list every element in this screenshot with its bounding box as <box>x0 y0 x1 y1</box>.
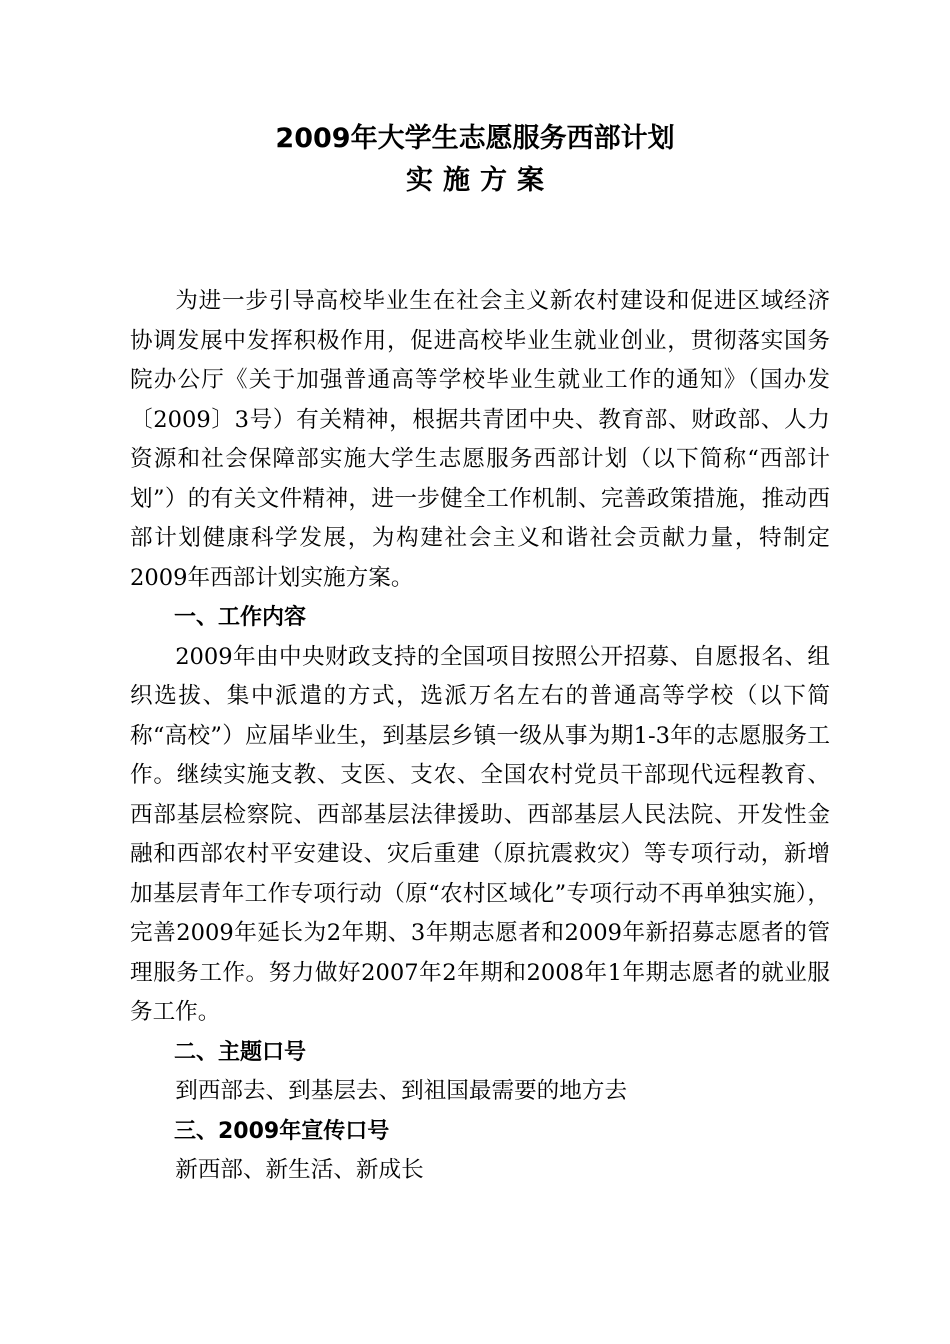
section-heading-publicity-slogan: 三、2009年宣传口号 <box>174 1118 390 1144</box>
publicity-slogan-text: 新西部、新生活、新成长 <box>175 1157 424 1183</box>
intro-paragraph: 为进一步引导高校毕业生在社会主义新农村建设和促进区域经济协调发展中发挥积极作用，促进高校毕业生就业创业，贯彻落实国务院办公厅《关于加强普通高等学校毕业生就业工作的通知》（国办发〔2009〕3号）有关精神，根据共青团中央、教育部、财政部、人力资源和社会保障部实施大学生志愿服务西部计划（以下简称“西部计划”）的有关文件精神，进一步健全工作机制、完善政策措施，推动西部计划健康科学发展，为构建社会主义和谐社会贡献力量，特制定2009年西部计划实施方案。 <box>130 288 830 591</box>
document-body <box>130 282 830 1191</box>
section-heading-work-content: 一、工作内容 <box>174 605 307 630</box>
work-content-paragraph: 2009年由中央财政支持的全国项目按照公开招募、自愿报名、组织选拔、集中派遣的方式，选派万名左右的普通高等学校（以下简称“高校”）应届毕业生，到基层乡镇一级从事为期1-3年的志愿服务工作。继续实施支教、支医、支农、全国农村党员干部现代远程教育、西部基层检察院、西部基层法律援助、西部基层人民法院、开发性金融和西部农村平安建设、灾后重建（原抗震救灾）等专项行动，新增加基层青年工作专项行动（原“农村区域化”专项行动不再单独实施），完善2009年延长为2年期、3年期志愿者和2009年新招募志愿者的管理服务工作。努力做好2007年2年期和2008年1年期志愿者的就业服务工作。 <box>130 643 830 1025</box>
section-heading-theme-slogan: 二、主题口号 <box>174 1039 307 1065</box>
document-subtitle: 实施方案 <box>406 165 554 196</box>
document-title: 2009年大学生志愿服务西部计划 <box>275 123 675 154</box>
theme-slogan-text: 到西部去、到基层去、到祖国最需要的地方去 <box>175 1078 628 1104</box>
